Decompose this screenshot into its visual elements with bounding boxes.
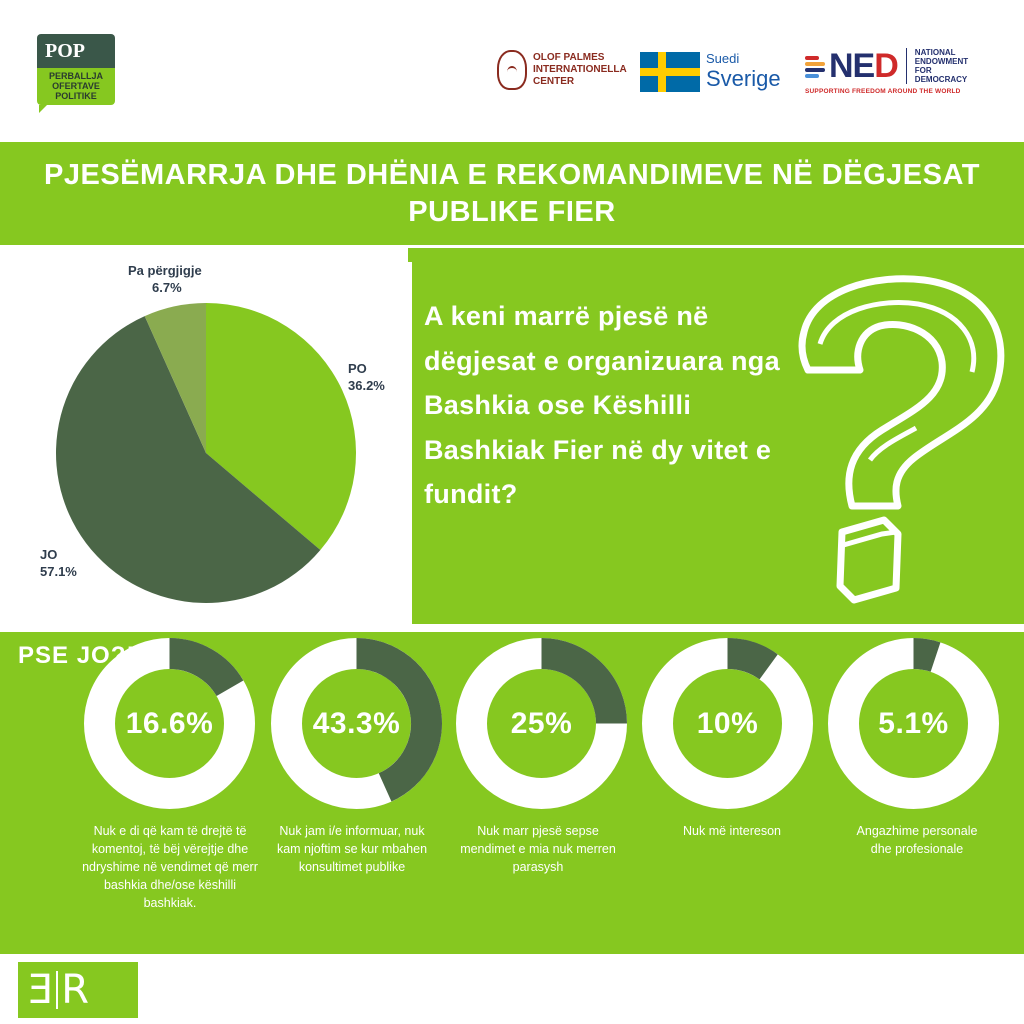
reason-caption-2: Nuk jam i/e informuar, nuk kam njoftim se kur mbahen konsultimet publike	[276, 824, 428, 874]
olof-palme-center-logo: OLOF PALMES INTERNATIONELLA CENTER	[497, 50, 627, 90]
question-panel	[412, 262, 1024, 624]
reason-caption-3: Nuk marr pjesë sepse mendimet e mia nuk merren parasysh	[460, 824, 616, 874]
pie-label-jo: JO 57.1%	[40, 547, 77, 579]
page-title: PJESËMARRJA DHE DHËNIA E REKOMANDIMEVE NË DËGJESAT PUBLIKE FIER	[44, 158, 980, 228]
donut-value-2: 43.3%	[312, 706, 401, 740]
reason-caption-4: Nuk më intereson	[683, 824, 781, 838]
swedish-flag-icon	[640, 52, 700, 92]
er-logo: E R	[18, 962, 138, 1018]
speech-tail-icon	[39, 105, 47, 113]
pop-logo-mark: POP	[37, 34, 115, 68]
sweden-logo: Suedi Sverige	[640, 52, 781, 92]
question-mark-icon	[784, 270, 1012, 610]
donut-chart-3	[454, 636, 629, 811]
donut-value-4: 10%	[696, 706, 759, 740]
pop-logo	[37, 34, 115, 113]
ned-stripes-icon	[805, 53, 825, 79]
donut-value-3: 25%	[510, 706, 573, 740]
title-band	[0, 142, 1024, 245]
reasons-title: PSE JO?!	[18, 642, 136, 669]
donut-value-5: 5.1%	[878, 706, 949, 740]
donut-chart-2	[269, 636, 444, 811]
reason-caption-5: Angazhime personale dhe profesionale	[856, 824, 978, 856]
reasons-band	[0, 632, 1024, 954]
pie-label-pa-pergjigje: Pa përgjigje 6.7%	[128, 263, 202, 295]
pie-chart	[0, 248, 408, 628]
donut-chart-5	[826, 636, 1001, 811]
donut-value-1: 16.6%	[125, 706, 214, 740]
pop-logo-text: PERBALLJA OFERTAVE POLITIKE	[37, 68, 115, 105]
pie-label-po: PO 36.2%	[348, 361, 385, 393]
donut-chart-1	[82, 636, 257, 811]
reason-caption-1: Nuk e di që kam të drejtë të komentoj, të bëj vërejtje dhe ndryshime në vendimet që merr bashkia dhe/ose këshilli bashkiak.	[82, 824, 258, 910]
survey-question: A keni marrë pjesë në dëgjesat e organizuara nga Bashkia ose Këshilli Bashkiak Fier në dy vitet e fundit?	[424, 301, 780, 509]
portrait-icon	[497, 50, 527, 90]
ned-logo: NED NATIONAL ENDOWMENT FOR DEMOCRACY SUPPORTING FREEDOM AROUND THE WORLD	[805, 47, 969, 95]
donut-chart-4	[640, 636, 815, 811]
